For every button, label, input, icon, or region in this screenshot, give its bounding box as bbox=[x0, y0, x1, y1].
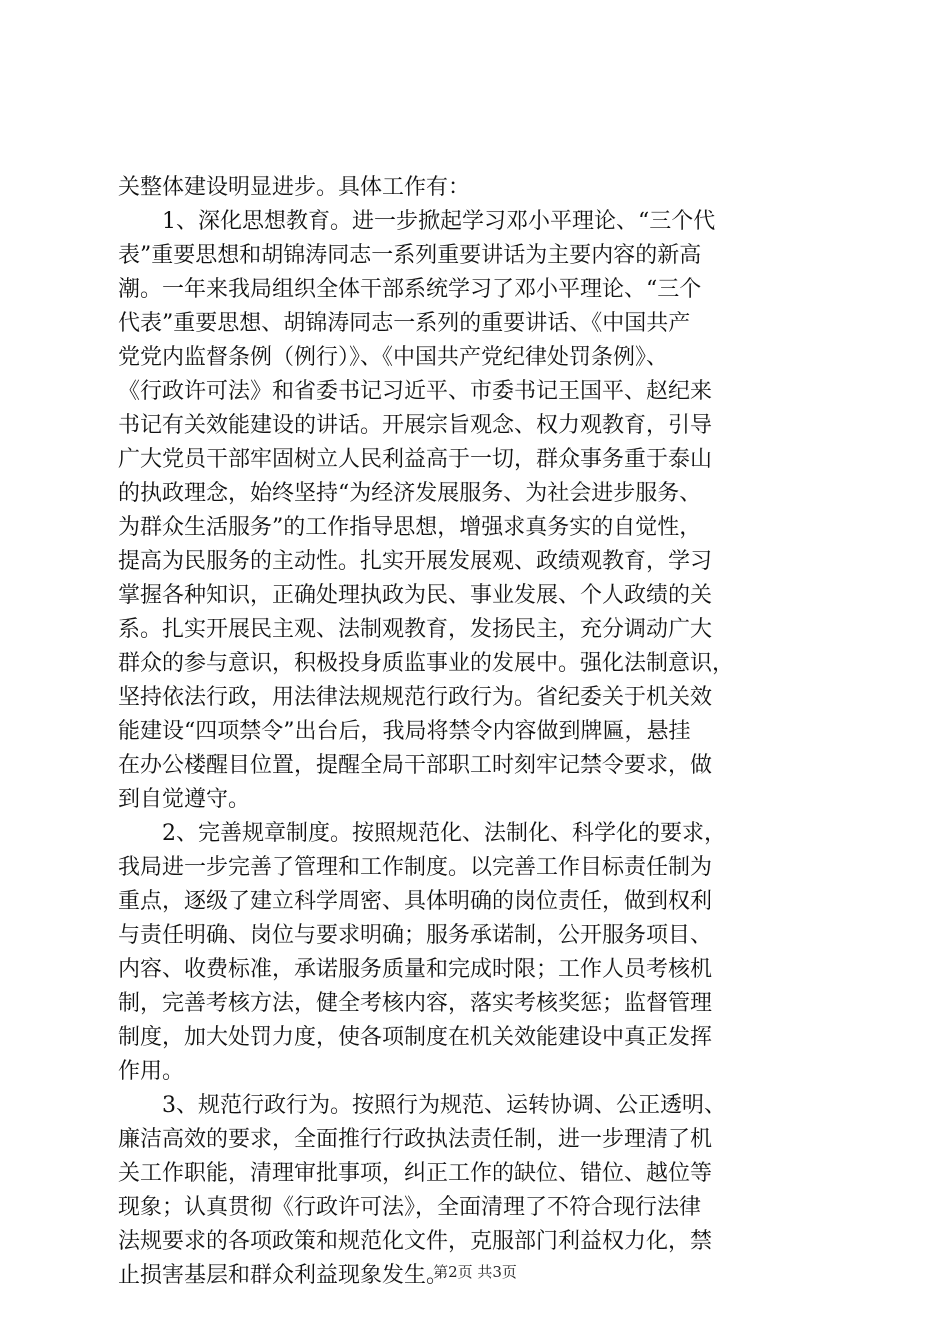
page-footer: 第2页 共3页 bbox=[433, 1263, 517, 1281]
text-line: 掌握各种知识，正确处理执政为民、事业发展、个人政绩的关 bbox=[118, 583, 713, 608]
text-line: 制度，加大处罚力度，使各项制度在机关效能建设中真正发挥 bbox=[118, 1025, 713, 1050]
text-line: 与责任明确、岗位与要求明确；服务承诺制，公开服务项目、 bbox=[118, 923, 713, 948]
text-line: 为群众生活服务”的工作指导思想，增强求真务实的自觉性， bbox=[118, 515, 702, 540]
text-line: 提高为民服务的主动性。扎实开展发展观、政绩观教育，学习 bbox=[118, 549, 713, 574]
text-line: 3、规范行政行为。按照行为规范、运转协调、公正透明、 bbox=[118, 1093, 726, 1118]
text-line: 1、深化思想教育。进一步掀起学习邓小平理论、“三个代 bbox=[118, 209, 716, 234]
text-line: 重点，逐级了建立科学周密、具体明确的岗位责任，做到权利 bbox=[118, 889, 713, 914]
text-line: 群众的参与意识，积极投身质监事业的发展中。强化法制意识， bbox=[118, 651, 735, 676]
text-line: 作用。 bbox=[118, 1059, 185, 1084]
text-line: 现象；认真贯彻《行政许可法》，全面清理了不符合现行法律 bbox=[118, 1195, 702, 1220]
text-line: 《行政许可法》和省委书记习近平、市委书记王国平、赵纪来 bbox=[118, 379, 713, 404]
text-line: 我局进一步完善了管理和工作制度。以完善工作目标责任制为 bbox=[118, 855, 713, 880]
text-line: 潮。一年来我局组织全体干部系统学习了邓小平理论、“三个 bbox=[118, 277, 702, 302]
text-line: 的执政理念，始终坚持“为经济发展服务、为社会进步服务、 bbox=[118, 481, 702, 506]
text-line: 党党内监督条例（例行）》、《中国共产党纪律处罚条例》、 bbox=[118, 345, 669, 370]
text-line: 2、完善规章制度。按照规范化、法制化、科学化的要求， bbox=[118, 821, 726, 846]
text-line: 表”重要思想和胡锦涛同志一系列重要讲话为主要内容的新高 bbox=[118, 243, 702, 268]
text-line: 系。扎实开展民主观、法制观教育，发扬民主，充分调动广大 bbox=[118, 617, 713, 642]
text-line: 书记有关效能建设的讲话。开展宗旨观念、权力观教育，引导 bbox=[118, 413, 713, 438]
text-line: 止损害基层和群众利益现象发生。 bbox=[118, 1263, 449, 1288]
text-line: 内容、收费标准，承诺服务质量和完成时限；工作人员考核机 bbox=[118, 957, 713, 982]
text-line: 在办公楼醒目位置，提醒全局干部职工时刻牢记禁令要求，做 bbox=[118, 753, 713, 778]
text-line: 法规要求的各项政策和规范化文件，克服部门利益权力化，禁 bbox=[118, 1229, 713, 1254]
text-line: 制，完善考核方法，健全考核内容，落实考核奖惩；监督管理 bbox=[118, 991, 713, 1016]
text-line: 代表”重要思想、胡锦涛同志一系列的重要讲话、《中国共产 bbox=[118, 311, 691, 336]
text-line: 到自觉遵守。 bbox=[118, 787, 251, 812]
text-line: 关整体建设明显进步。具体工作有： bbox=[118, 175, 471, 200]
text-line: 廉洁高效的要求，全面推行行政执法责任制，进一步理清了机 bbox=[118, 1127, 713, 1152]
text-line: 能建设“四项禁令”出台后，我局将禁令内容做到牌匾，悬挂 bbox=[118, 719, 691, 744]
text-line: 坚持依法行政，用法律法规规范行政行为。省纪委关于机关效 bbox=[118, 685, 713, 710]
body-text bbox=[118, 171, 830, 1293]
text-line: 关工作职能，清理审批事项，纠正工作的缺位、错位、越位等 bbox=[118, 1161, 713, 1186]
text-line: 广大党员干部牢固树立人民利益高于一切，群众事务重于泰山 bbox=[118, 447, 713, 472]
